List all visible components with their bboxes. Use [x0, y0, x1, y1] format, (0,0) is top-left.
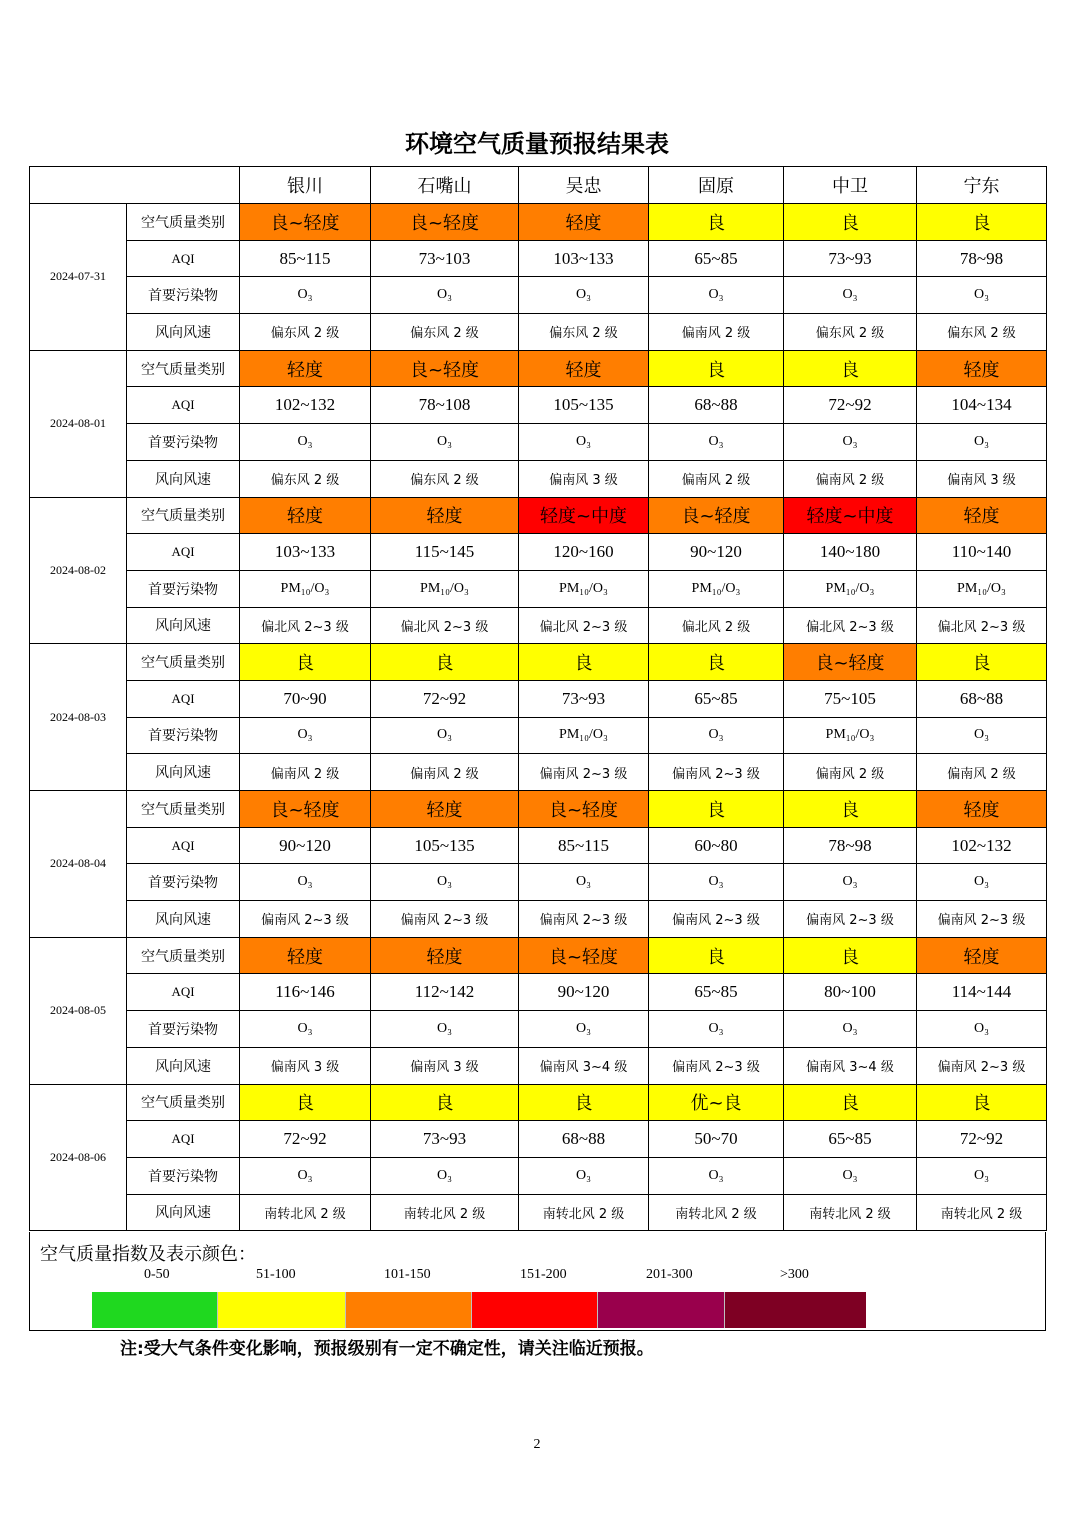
quality-category-cell: 轻度: [917, 937, 1047, 974]
aqi-cell: 78~98: [784, 827, 917, 864]
date-cell: 2024-08-02: [30, 497, 127, 644]
row-label-aqi: AQI: [127, 534, 240, 571]
pollutant-cell: O₃: [917, 717, 1047, 754]
row-label-category: 空气质量类别: [127, 350, 240, 387]
wind-cell: 偏南风 3~4 级: [519, 1047, 649, 1084]
legend-range-label: 0-50: [144, 1267, 170, 1282]
quality-category-cell: 良: [519, 1084, 649, 1121]
row-label-wind: 风向风速: [127, 314, 240, 351]
quality-category-cell: 轻度: [371, 497, 519, 534]
aqi-cell: 68~88: [917, 680, 1047, 717]
aqi-cell: 73~93: [371, 1121, 519, 1158]
row-label-wind: 风向风速: [127, 607, 240, 644]
wind-cell: 偏北风 2 级: [649, 607, 784, 644]
legend-swatch-over-300: [725, 1292, 866, 1328]
wind-cell: 南转北风 2 级: [240, 1194, 371, 1231]
row-label-wind: 风向风速: [127, 901, 240, 938]
wind-cell: 偏南风 2~3 级: [519, 901, 649, 938]
table-row: [30, 424, 1047, 461]
date-cell: 2024-08-04: [30, 791, 127, 938]
quality-category-cell: 轻度: [917, 497, 1047, 534]
wind-cell: 偏南风 2~3 级: [917, 1047, 1047, 1084]
aqi-cell: 90~120: [649, 534, 784, 571]
aqi-cell: 105~135: [371, 827, 519, 864]
wind-cell: 偏南风 2~3 级: [649, 901, 784, 938]
aqi-cell: 112~142: [371, 974, 519, 1011]
pollutant-cell: PM₁₀/O₃: [649, 570, 784, 607]
row-label-pollutant: 首要污染物: [127, 424, 240, 461]
pollutant-cell: O₃: [649, 1157, 784, 1194]
legend-swatch-101-150: [346, 1292, 472, 1328]
wind-cell: 南转北风 2 级: [371, 1194, 519, 1231]
table-row: [30, 387, 1047, 424]
pollutant-cell: O₃: [649, 277, 784, 314]
quality-category-cell: 轻度: [240, 350, 371, 387]
quality-category-cell: 良: [784, 1084, 917, 1121]
pollutant-cell: O₃: [784, 864, 917, 901]
table-row: [30, 607, 1047, 644]
pollutant-cell: O₃: [917, 424, 1047, 461]
page-title: 环境空气质量预报结果表: [405, 130, 669, 158]
quality-category-cell: 良: [649, 791, 784, 828]
table-row: [30, 1084, 1047, 1121]
pollutant-cell: PM₁₀/O₃: [784, 717, 917, 754]
city-header: 固原: [649, 167, 784, 204]
wind-cell: 偏南风 2 级: [784, 460, 917, 497]
header-row: [30, 167, 1047, 204]
row-label-aqi: AQI: [127, 680, 240, 717]
aqi-cell: 70~90: [240, 680, 371, 717]
table-row: [30, 1194, 1047, 1231]
pollutant-cell: PM₁₀/O₃: [784, 570, 917, 607]
row-label-pollutant: 首要污染物: [127, 1011, 240, 1048]
row-label-aqi: AQI: [127, 387, 240, 424]
table-row: [30, 534, 1047, 571]
aqi-cell: 102~132: [240, 387, 371, 424]
table-row: [30, 1047, 1047, 1084]
quality-category-cell: 良~轻度: [519, 937, 649, 974]
quality-category-cell: 轻度: [371, 791, 519, 828]
wind-cell: 偏东风 2 级: [784, 314, 917, 351]
quality-category-cell: 轻度~中度: [784, 497, 917, 534]
aqi-cell: 115~145: [371, 534, 519, 571]
pollutant-cell: O₃: [649, 1011, 784, 1048]
aqi-cell: 85~115: [519, 827, 649, 864]
wind-cell: 南转北风 2 级: [917, 1194, 1047, 1231]
pollutant-cell: O₃: [519, 1157, 649, 1194]
quality-category-cell: 良: [784, 350, 917, 387]
table-row: [30, 204, 1047, 241]
table-row: [30, 240, 1047, 277]
table-row: [30, 460, 1047, 497]
row-label-category: 空气质量类别: [127, 937, 240, 974]
pollutant-cell: O₃: [784, 1157, 917, 1194]
quality-category-cell: 良: [917, 204, 1047, 241]
table-row: [30, 680, 1047, 717]
quality-category-cell: 良: [784, 791, 917, 828]
table-row: [30, 644, 1047, 681]
wind-cell: 偏东风 2 级: [371, 314, 519, 351]
pollutant-cell: O₃: [240, 1011, 371, 1048]
aqi-cell: 73~103: [371, 240, 519, 277]
row-label-aqi: AQI: [127, 240, 240, 277]
legend-range-label: >300: [780, 1267, 809, 1282]
row-label-pollutant: 首要污染物: [127, 277, 240, 314]
pollutant-cell: O₃: [371, 424, 519, 461]
disclaimer-note: 注:受大气条件变化影响，预报级别有一定不确定性，请关注临近预报。: [120, 1339, 654, 1359]
pollutant-cell: O₃: [240, 717, 371, 754]
aqi-cell: 65~85: [649, 974, 784, 1011]
table-row: [30, 901, 1047, 938]
row-label-wind: 风向风速: [127, 754, 240, 791]
pollutant-cell: O₃: [917, 277, 1047, 314]
aqi-cell: 65~85: [649, 680, 784, 717]
wind-cell: 偏北风 2~3 级: [240, 607, 371, 644]
aqi-cell: 103~133: [519, 240, 649, 277]
date-cell: 2024-08-06: [30, 1084, 127, 1231]
aqi-cell: 80~100: [784, 974, 917, 1011]
row-label-wind: 风向风速: [127, 1047, 240, 1084]
aqi-cell: 104~134: [917, 387, 1047, 424]
date-cell: 2024-08-05: [30, 937, 127, 1084]
wind-cell: 偏南风 2 级: [649, 460, 784, 497]
table-row: [30, 1157, 1047, 1194]
wind-cell: 偏南风 2 级: [371, 754, 519, 791]
wind-cell: 偏东风 2 级: [240, 460, 371, 497]
pollutant-cell: O₃: [649, 424, 784, 461]
row-label-category: 空气质量类别: [127, 204, 240, 241]
quality-category-cell: 良: [240, 1084, 371, 1121]
aqi-cell: 72~92: [917, 1121, 1047, 1158]
legend-swatch-151-200: [472, 1292, 598, 1328]
table-row: [30, 1011, 1047, 1048]
aqi-cell: 140~180: [784, 534, 917, 571]
wind-cell: 偏南风 2~3 级: [240, 901, 371, 938]
wind-cell: 偏东风 2 级: [240, 314, 371, 351]
aqi-cell: 72~92: [240, 1121, 371, 1158]
quality-category-cell: 良: [519, 644, 649, 681]
pollutant-cell: O₃: [917, 1157, 1047, 1194]
quality-category-cell: 良: [649, 350, 784, 387]
date-cell: 2024-07-31: [30, 204, 127, 351]
row-label-category: 空气质量类别: [127, 497, 240, 534]
legend-swatch-201-300: [598, 1292, 725, 1328]
wind-cell: 偏南风 3 级: [371, 1047, 519, 1084]
aqi-cell: 65~85: [649, 240, 784, 277]
row-label-category: 空气质量类别: [127, 1084, 240, 1121]
wind-cell: 偏东风 2 级: [519, 314, 649, 351]
row-label-aqi: AQI: [127, 974, 240, 1011]
quality-category-cell: 良: [649, 204, 784, 241]
quality-category-cell: 良: [649, 937, 784, 974]
wind-cell: 偏南风 2~3 级: [917, 901, 1047, 938]
table-row: [30, 864, 1047, 901]
wind-cell: 偏南风 2 级: [917, 754, 1047, 791]
pollutant-cell: O₃: [371, 277, 519, 314]
quality-category-cell: 良~轻度: [371, 350, 519, 387]
aqi-cell: 90~120: [240, 827, 371, 864]
aqi-cell: 85~115: [240, 240, 371, 277]
pollutant-cell: O₃: [240, 424, 371, 461]
row-label-pollutant: 首要污染物: [127, 570, 240, 607]
legend-range-label: 101-150: [384, 1267, 431, 1282]
quality-category-cell: 轻度~中度: [519, 497, 649, 534]
quality-category-cell: 良: [917, 1084, 1047, 1121]
city-header: 石嘴山: [371, 167, 519, 204]
aqi-cell: 68~88: [649, 387, 784, 424]
aqi-cell: 68~88: [519, 1121, 649, 1158]
row-label-wind: 风向风速: [127, 1194, 240, 1231]
aqi-cell: 120~160: [519, 534, 649, 571]
quality-category-cell: 良: [784, 204, 917, 241]
wind-cell: 偏南风 3 级: [240, 1047, 371, 1084]
wind-cell: 偏南风 3 级: [519, 460, 649, 497]
table-row: [30, 314, 1047, 351]
quality-category-cell: 轻度: [240, 497, 371, 534]
row-label-aqi: AQI: [127, 827, 240, 864]
wind-cell: 南转北风 2 级: [519, 1194, 649, 1231]
city-header: 中卫: [784, 167, 917, 204]
wind-cell: 南转北风 2 级: [649, 1194, 784, 1231]
table-row: [30, 277, 1047, 314]
pollutant-cell: O₃: [371, 717, 519, 754]
wind-cell: 偏南风 2~3 级: [371, 901, 519, 938]
wind-cell: 偏东风 2 级: [371, 460, 519, 497]
date-cell: 2024-08-01: [30, 350, 127, 497]
pollutant-cell: PM₁₀/O₃: [240, 570, 371, 607]
legend-color-bar: [92, 1292, 866, 1328]
pollutant-cell: PM₁₀/O₃: [917, 570, 1047, 607]
aqi-cell: 65~85: [784, 1121, 917, 1158]
legend-title: 空气质量指数及表示颜色：: [40, 1244, 256, 1265]
pollutant-cell: O₃: [917, 864, 1047, 901]
table-row: [30, 827, 1047, 864]
pollutant-cell: O₃: [240, 277, 371, 314]
row-label-category: 空气质量类别: [127, 791, 240, 828]
quality-category-cell: 良~轻度: [784, 644, 917, 681]
city-header: 吴忠: [519, 167, 649, 204]
aqi-cell: 105~135: [519, 387, 649, 424]
legend-swatch-51-100: [218, 1292, 346, 1328]
legend-range-label: 201-300: [646, 1267, 693, 1282]
header-corner: [30, 167, 240, 204]
page-number: 2: [533, 1437, 541, 1452]
pollutant-cell: O₃: [784, 424, 917, 461]
table-row: [30, 497, 1047, 534]
date-cell: 2024-08-03: [30, 644, 127, 791]
wind-cell: 偏南风 2~3 级: [784, 901, 917, 938]
aqi-cell: 50~70: [649, 1121, 784, 1158]
pollutant-cell: O₃: [371, 1011, 519, 1048]
quality-category-cell: 良~轻度: [519, 791, 649, 828]
pollutant-cell: O₃: [519, 864, 649, 901]
legend-swatch-0-50: [92, 1292, 218, 1328]
aqi-cell: 72~92: [784, 387, 917, 424]
table-row: [30, 350, 1047, 387]
pollutant-cell: O₃: [371, 864, 519, 901]
quality-category-cell: 良~轻度: [240, 204, 371, 241]
pollutant-cell: O₃: [519, 1011, 649, 1048]
table-row: [30, 974, 1047, 1011]
wind-cell: 偏南风 2~3 级: [519, 754, 649, 791]
city-header: 银川: [240, 167, 371, 204]
row-label-aqi: AQI: [127, 1121, 240, 1158]
quality-category-cell: 良: [371, 644, 519, 681]
row-label-pollutant: 首要污染物: [127, 717, 240, 754]
wind-cell: 偏南风 2 级: [240, 754, 371, 791]
quality-category-cell: 轻度: [917, 791, 1047, 828]
table-row: [30, 570, 1047, 607]
wind-cell: 偏北风 2~3 级: [371, 607, 519, 644]
pollutant-cell: O₃: [371, 1157, 519, 1194]
pollutant-cell: O₃: [649, 864, 784, 901]
row-label-pollutant: 首要污染物: [127, 1157, 240, 1194]
pollutant-cell: O₃: [240, 864, 371, 901]
quality-category-cell: 良: [649, 644, 784, 681]
wind-cell: 偏南风 2~3 级: [649, 1047, 784, 1084]
quality-category-cell: 良: [240, 644, 371, 681]
wind-cell: 偏北风 2~3 级: [784, 607, 917, 644]
quality-category-cell: 轻度: [917, 350, 1047, 387]
quality-category-cell: 轻度: [519, 350, 649, 387]
quality-category-cell: 良~轻度: [240, 791, 371, 828]
aqi-cell: 78~98: [917, 240, 1047, 277]
forecast-table: [29, 166, 1047, 1231]
wind-cell: 偏南风 3 级: [917, 460, 1047, 497]
wind-cell: 南转北风 2 级: [784, 1194, 917, 1231]
quality-category-cell: 良~轻度: [371, 204, 519, 241]
pollutant-cell: O₃: [519, 424, 649, 461]
row-label-category: 空气质量类别: [127, 644, 240, 681]
wind-cell: 偏北风 2~3 级: [917, 607, 1047, 644]
pollutant-cell: O₃: [649, 717, 784, 754]
aqi-cell: 73~93: [519, 680, 649, 717]
aqi-cell: 90~120: [519, 974, 649, 1011]
quality-category-cell: 良~轻度: [649, 497, 784, 534]
table-row: [30, 717, 1047, 754]
city-header: 宁东: [917, 167, 1047, 204]
legend-range-label: 51-100: [256, 1267, 296, 1282]
pollutant-cell: PM₁₀/O₃: [371, 570, 519, 607]
aqi-cell: 78~108: [371, 387, 519, 424]
pollutant-cell: O₃: [917, 1011, 1047, 1048]
pollutant-cell: O₃: [784, 277, 917, 314]
aqi-cell: 102~132: [917, 827, 1047, 864]
aqi-cell: 73~93: [784, 240, 917, 277]
table-row: [30, 791, 1047, 828]
pollutant-cell: PM₁₀/O₃: [519, 570, 649, 607]
table-row: [30, 754, 1047, 791]
wind-cell: 偏南风 2 级: [649, 314, 784, 351]
wind-cell: 偏南风 2 级: [784, 754, 917, 791]
aqi-cell: 116~146: [240, 974, 371, 1011]
quality-category-cell: 良: [784, 937, 917, 974]
aqi-cell: 103~133: [240, 534, 371, 571]
legend: [29, 1232, 1046, 1331]
quality-category-cell: 轻度: [371, 937, 519, 974]
pollutant-cell: O₃: [784, 1011, 917, 1048]
quality-category-cell: 良: [917, 644, 1047, 681]
legend-range-label: 151-200: [520, 1267, 567, 1282]
row-label-wind: 风向风速: [127, 460, 240, 497]
aqi-cell: 75~105: [784, 680, 917, 717]
wind-cell: 偏北风 2~3 级: [519, 607, 649, 644]
aqi-cell: 72~92: [371, 680, 519, 717]
wind-cell: 偏东风 2 级: [917, 314, 1047, 351]
aqi-cell: 114~144: [917, 974, 1047, 1011]
table-row: [30, 1121, 1047, 1158]
quality-category-cell: 优~良: [649, 1084, 784, 1121]
pollutant-cell: O₃: [519, 277, 649, 314]
quality-category-cell: 轻度: [240, 937, 371, 974]
pollutant-cell: PM₁₀/O₃: [519, 717, 649, 754]
row-label-pollutant: 首要污染物: [127, 864, 240, 901]
pollutant-cell: O₃: [240, 1157, 371, 1194]
aqi-cell: 110~140: [917, 534, 1047, 571]
wind-cell: 偏南风 3~4 级: [784, 1047, 917, 1084]
wind-cell: 偏南风 2~3 级: [649, 754, 784, 791]
aqi-cell: 60~80: [649, 827, 784, 864]
quality-category-cell: 轻度: [519, 204, 649, 241]
quality-category-cell: 良: [371, 1084, 519, 1121]
table-row: [30, 937, 1047, 974]
